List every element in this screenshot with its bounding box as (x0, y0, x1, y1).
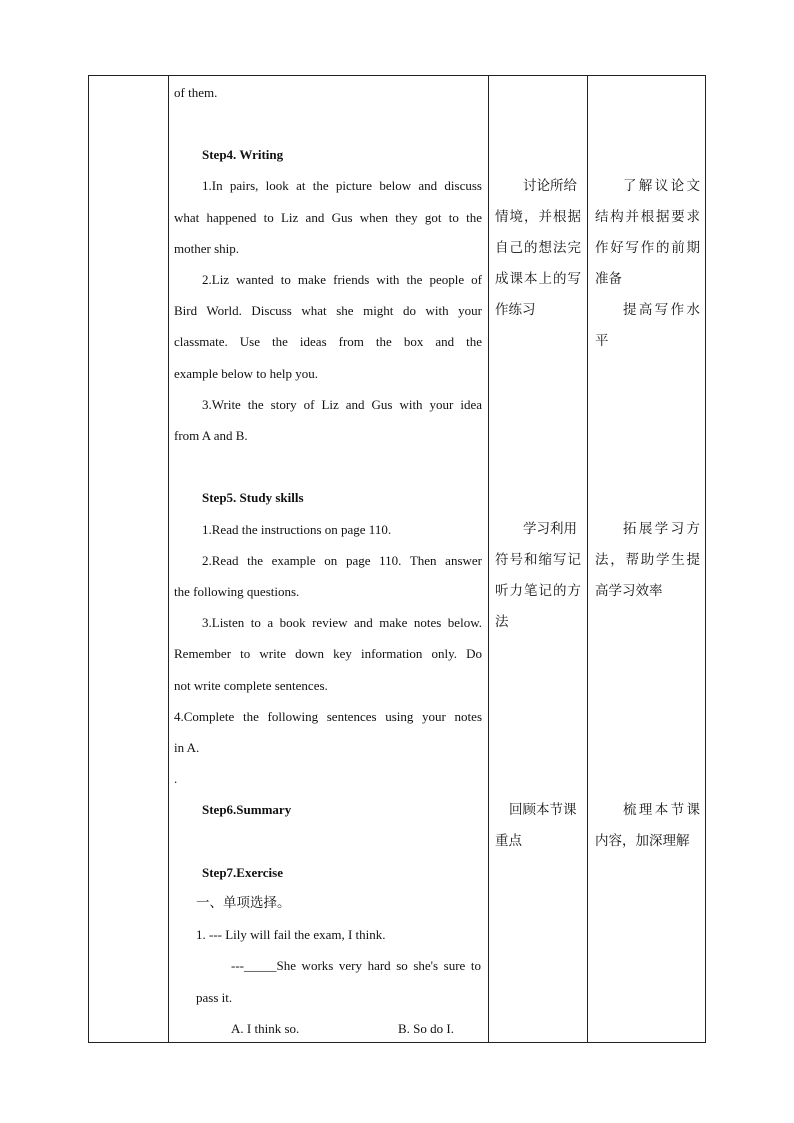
text-line: 4.Complete the following sentences using your notes (174, 709, 482, 724)
design-purpose-column (595, 76, 700, 1042)
text-line: of them. (174, 85, 218, 100)
purpose-text: 作好写作的前期 (595, 240, 700, 256)
activity-text: 情境，并根据 (495, 209, 581, 225)
text-line: not write complete sentences. (174, 678, 328, 693)
student-activity-column (495, 76, 581, 1042)
text-line: mother ship. (174, 241, 239, 256)
purpose-text: 高学习效率 (595, 583, 663, 599)
activity-text: 重点 (495, 833, 522, 849)
purpose-text: 平 (595, 333, 609, 349)
activity-text: 讨论所给 (523, 178, 577, 194)
lesson-plan-table (88, 75, 706, 1043)
text-line: 3.Write the story of Liz and Gus with your idea (202, 397, 482, 412)
text-line: 2.Read the example on page 110. Then answer (202, 553, 482, 568)
activity-text: 法 (495, 614, 509, 630)
activity-text: 成课本上的写 (495, 271, 581, 287)
purpose-text: 梳理本节课 (623, 802, 700, 818)
step4-heading: Step4. Writing (202, 147, 284, 162)
text-line: the following questions. (174, 584, 300, 599)
purpose-text: 法，帮助学生提 (595, 552, 700, 568)
text-line: Bird World. Discuss what she might do with your (174, 303, 482, 318)
activity-text: 自己的想法完 (495, 240, 581, 256)
purpose-text: 了解议论文 (623, 178, 700, 194)
text-line: 1.Read the instructions on page 110. (202, 522, 392, 537)
text-line: . (174, 771, 178, 786)
step7-heading: Step7.Exercise (202, 865, 283, 880)
text-line: Remember to write down key information only. Do (174, 646, 482, 661)
purpose-text: 拓展学习方 (623, 521, 700, 537)
activity-text: 听力笔记的方 (495, 583, 581, 599)
text-line: what happened to Liz and Gus when they got to the (174, 210, 482, 225)
question-1: 1. --- Lily will fail the exam, I think. (196, 927, 386, 942)
text-line: 2.Liz wanted to make friends with the people of (202, 272, 482, 287)
purpose-text: 提高写作水 (623, 302, 700, 318)
purpose-text: 准备 (595, 271, 622, 287)
text-line: in A. (174, 740, 200, 755)
step6-heading: Step6.Summary (202, 802, 292, 817)
text-line: 1.In pairs, look at the picture below and discuss (202, 178, 482, 193)
option-b: B. So do I. (398, 1021, 454, 1036)
activity-text: 学习利用 (523, 521, 577, 537)
step5-heading: Step5. Study skills (202, 490, 304, 505)
column-divider (168, 76, 169, 1042)
column-divider (587, 76, 588, 1042)
section-heading: 一、单项选择。 (196, 895, 291, 911)
activity-text: 作练习 (495, 302, 536, 318)
purpose-text: 结构并根据要求 (595, 209, 700, 225)
empty-left-column (89, 76, 168, 1042)
teaching-steps-column (174, 76, 482, 1042)
activity-text: 回顾本节课 (509, 802, 577, 818)
text-line: classmate. Use the ideas from the box and the (174, 334, 482, 349)
purpose-text: 内容，加深理解 (595, 833, 690, 849)
question-1-text: ---_____She works very hard so she's sure to (231, 958, 481, 973)
option-a: A. I think so. (231, 1021, 300, 1036)
text-line: example below to help you. (174, 366, 319, 381)
column-divider (488, 76, 489, 1042)
text-line: from A and B. (174, 428, 248, 443)
question-1-text: pass it. (196, 990, 233, 1005)
activity-text: 符号和缩写记 (495, 552, 581, 568)
text-line: 3.Listen to a book review and make notes below. (202, 615, 482, 630)
